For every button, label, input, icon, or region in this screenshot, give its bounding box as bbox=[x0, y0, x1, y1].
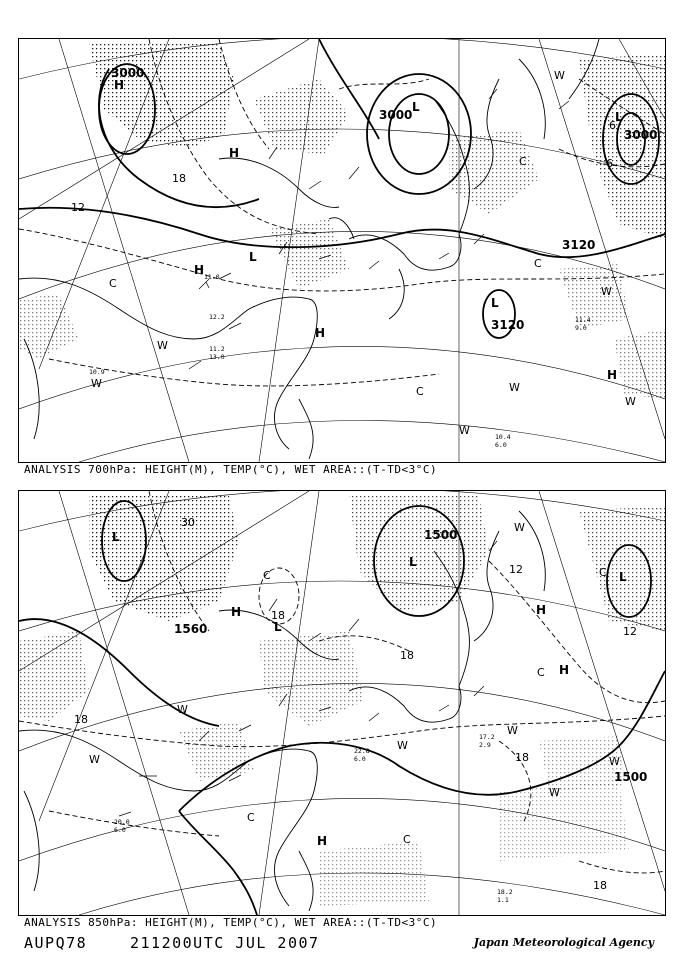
high-center: H bbox=[559, 663, 570, 677]
low-center: L bbox=[412, 100, 420, 114]
warm-marker: W bbox=[177, 703, 188, 716]
low-center: L bbox=[491, 296, 499, 310]
temp-label: 18 bbox=[172, 172, 186, 185]
cold-marker: C bbox=[109, 277, 117, 290]
warm-marker: W bbox=[509, 381, 520, 394]
station-obs: 10.4 bbox=[495, 433, 511, 441]
height-label: 3120 bbox=[562, 238, 596, 252]
station-obs: 1.1 bbox=[497, 896, 509, 904]
station-obs: 6.0 bbox=[495, 441, 507, 449]
low-center: L bbox=[249, 250, 257, 264]
height-label: 1500 bbox=[424, 528, 458, 542]
station-obs: 22.8 bbox=[354, 747, 370, 755]
wet-areas bbox=[19, 496, 665, 906]
cold-marker: C bbox=[534, 257, 542, 270]
low-center: L bbox=[619, 570, 627, 584]
low-center: L bbox=[409, 555, 417, 569]
warm-marker: W bbox=[601, 285, 612, 298]
temp-label: 18 bbox=[515, 751, 529, 764]
height-label: 3000 bbox=[624, 128, 658, 142]
cold-marker: C bbox=[263, 569, 271, 582]
height-label: 3000 bbox=[379, 108, 413, 122]
high-center: H bbox=[607, 368, 618, 382]
station-obs: 2.9 bbox=[479, 741, 491, 749]
height-label: 1560 bbox=[174, 622, 208, 636]
warm-marker: W bbox=[514, 521, 525, 534]
caption-700hpa: ANALYSIS 700hPa: HEIGHT(M), TEMP(°C), WET AREA::(T-TD<3°C) bbox=[24, 463, 438, 476]
station-obs: 20.0 bbox=[114, 818, 130, 826]
station-obs: 18.2 bbox=[497, 888, 513, 896]
station-obs: 11.0 bbox=[204, 273, 220, 281]
station-obs: 6.0 bbox=[354, 755, 366, 763]
station-obs: 11.4 bbox=[575, 316, 591, 324]
station-obs: 11.2 bbox=[209, 345, 225, 353]
cold-marker: C bbox=[403, 833, 411, 846]
warm-marker: W bbox=[91, 377, 102, 390]
high-center: H bbox=[317, 834, 328, 848]
temp-label: 12 bbox=[71, 201, 85, 214]
warm-marker: W bbox=[157, 339, 168, 352]
warm-marker: W bbox=[459, 424, 470, 437]
warm-marker: W bbox=[507, 724, 518, 737]
cold-marker: C bbox=[416, 385, 424, 398]
cold-marker: C bbox=[519, 155, 527, 168]
map-700hpa bbox=[19, 39, 665, 462]
temp-label: 18 bbox=[400, 649, 414, 662]
station-obs: 9.0 bbox=[575, 324, 587, 332]
height-label: 1500 bbox=[614, 770, 648, 784]
station-obs: 6.0 bbox=[114, 826, 126, 834]
high-center: H bbox=[229, 146, 240, 160]
high-center: H bbox=[536, 603, 547, 617]
map-850hpa bbox=[19, 491, 665, 915]
high-center: H bbox=[114, 78, 125, 92]
warm-marker: W bbox=[609, 755, 620, 768]
temp-label: 12 bbox=[509, 563, 523, 576]
station-obs: 12.2 bbox=[209, 313, 225, 321]
height-label: 3000 bbox=[111, 66, 145, 80]
low-center: L bbox=[274, 620, 282, 634]
temp-label: -6 bbox=[602, 157, 613, 170]
caption-850hpa: ANALYSIS 850hPa: HEIGHT(M), TEMP(°C), WET AREA::(T-TD<3°C) bbox=[24, 916, 438, 929]
warm-marker: W bbox=[397, 739, 408, 752]
warm-marker: W bbox=[625, 395, 636, 408]
high-center: H bbox=[315, 326, 326, 340]
low-center: L bbox=[615, 110, 623, 124]
temp-label: 12 bbox=[623, 625, 637, 638]
height-label: 3120 bbox=[491, 318, 525, 332]
valid-time: 211200UTC JUL 2007 bbox=[130, 934, 320, 952]
high-center: H bbox=[231, 605, 242, 619]
chart-700hpa bbox=[18, 38, 666, 463]
high-center: H bbox=[194, 263, 205, 277]
temp-label: 18 bbox=[74, 713, 88, 726]
agency-name: Japan Meteorological Agency bbox=[473, 936, 654, 949]
station-obs: 13.0 bbox=[209, 353, 225, 361]
station-obs: 17.2 bbox=[479, 733, 495, 741]
cold-marker: C bbox=[537, 666, 545, 679]
temp-label: 6 bbox=[609, 119, 616, 132]
warm-marker: W bbox=[554, 69, 565, 82]
temp-label: 30 bbox=[181, 516, 195, 529]
warm-marker: W bbox=[549, 786, 560, 799]
temp-label: 18 bbox=[271, 609, 285, 622]
temp-label: 18 bbox=[593, 879, 607, 892]
station-obs: 10.9 bbox=[89, 368, 105, 376]
chart-850hpa bbox=[18, 490, 666, 916]
warm-marker: W bbox=[89, 753, 100, 766]
cold-marker: C bbox=[599, 566, 607, 579]
low-center: L bbox=[112, 530, 120, 544]
chart-code: AUPQ78 bbox=[24, 934, 88, 952]
wet-areas bbox=[19, 44, 665, 399]
cold-marker: C bbox=[247, 811, 255, 824]
